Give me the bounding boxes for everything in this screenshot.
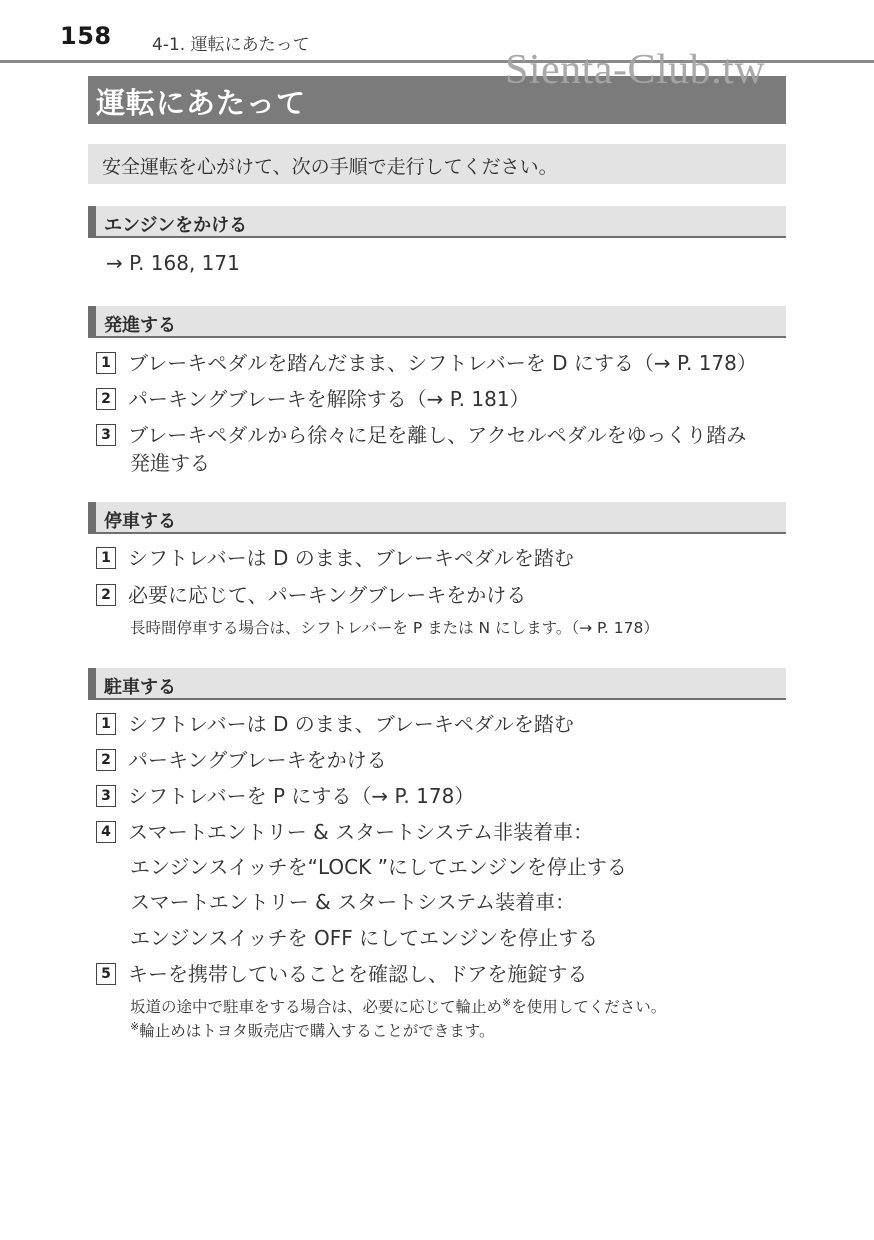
step-number: 2 <box>96 584 116 606</box>
step-number: 2 <box>96 749 116 771</box>
header-section-label: 4-1. 運転にあたって <box>152 35 310 55</box>
section-heading-stopping <box>88 502 786 534</box>
step-number: 1 <box>96 713 116 735</box>
section-heading-label: エンジンをかける <box>104 215 248 236</box>
watermark: Sienta-Club.tw <box>505 47 766 93</box>
footnote-text <box>130 1019 494 1041</box>
section-heading-label: 駐車する <box>104 677 176 698</box>
step-sub-line: スマートエントリー & スタートシステム装着車： <box>130 890 576 914</box>
step-number: 1 <box>96 352 116 374</box>
page-number: 158 <box>60 22 112 50</box>
step-text: シフトレバーを P にする（→ P. 178） <box>128 784 475 808</box>
step-text: キーを携帯していることを確認し、ドアを施錠する <box>128 962 588 986</box>
step-text: 必要に応じて、パーキングブレーキをかける <box>128 583 527 607</box>
intro-text: 安全運転を心がけて、次の手順で走行してください。 <box>102 156 558 178</box>
step-number: 2 <box>96 388 116 410</box>
note-text-part: を使用してください。 <box>511 998 667 1016</box>
heading-bar <box>88 306 96 336</box>
step-number: 1 <box>96 547 116 569</box>
step-item <box>96 347 757 376</box>
step-text: ブレーキペダルを踏んだまま、シフトレバーを D にする（→ P. 178） <box>128 351 757 375</box>
section-heading-parking <box>88 668 786 700</box>
intro-box <box>88 144 786 184</box>
step-item <box>96 816 593 845</box>
section-heading-label: 発進する <box>104 315 176 336</box>
step-item <box>96 958 587 987</box>
section-heading-start-engine <box>88 206 786 238</box>
step-number: 3 <box>96 424 116 446</box>
step-text: シフトレバーは D のまま、ブレーキペダルを踏む <box>128 712 574 736</box>
footnote-body: 輪止めはトヨタ販売店で購入することができます。 <box>139 1022 495 1040</box>
note-text-part: 坂道の途中で駐車をする場合は、必要に応じて輪止め <box>130 998 503 1016</box>
footnote-mark: ※ <box>502 995 512 1009</box>
step-text: ブレーキペダルから徐々に足を離し、アクセルペダルをゆっくり踏み <box>128 423 747 447</box>
heading-bar <box>88 206 96 236</box>
step-number: 5 <box>96 963 116 985</box>
step-item <box>96 708 574 737</box>
step-item <box>96 383 530 412</box>
step-text: シフトレバーは D のまま、ブレーキペダルを踏む <box>128 546 574 570</box>
heading-bar <box>88 668 96 698</box>
step-number: 3 <box>96 785 116 807</box>
step-item <box>96 744 387 773</box>
footnote-mark: ※ <box>130 1019 140 1033</box>
step-item <box>96 579 526 608</box>
heading-bar <box>88 502 96 532</box>
step-item <box>96 780 474 809</box>
page-reference: → P. 168, 171 <box>106 251 240 275</box>
section-heading-label: 停車する <box>104 511 176 532</box>
step-sub-line: エンジンスイッチを OFF にしてエンジンを停止する <box>130 926 599 950</box>
step-text: パーキングブレーキを解除する（→ P. 181） <box>128 387 530 411</box>
step-sub-line: エンジンスイッチを“LOCK ”にしてエンジンを停止する <box>130 855 627 879</box>
note-text: 長時間停車する場合は、シフトレバーを P または N にします。（→ P. 178） <box>130 619 659 637</box>
step-item <box>96 419 746 448</box>
step-text: パーキングブレーキをかける <box>128 748 387 772</box>
page-title: 運転にあたって <box>96 86 307 120</box>
step-continuation: 発進する <box>130 451 210 475</box>
step-item <box>96 542 574 571</box>
note-text <box>130 995 666 1017</box>
section-heading-start-moving <box>88 306 786 338</box>
step-text: スマートエントリー & スタートシステム非装着車： <box>128 820 594 844</box>
step-number: 4 <box>96 821 116 843</box>
